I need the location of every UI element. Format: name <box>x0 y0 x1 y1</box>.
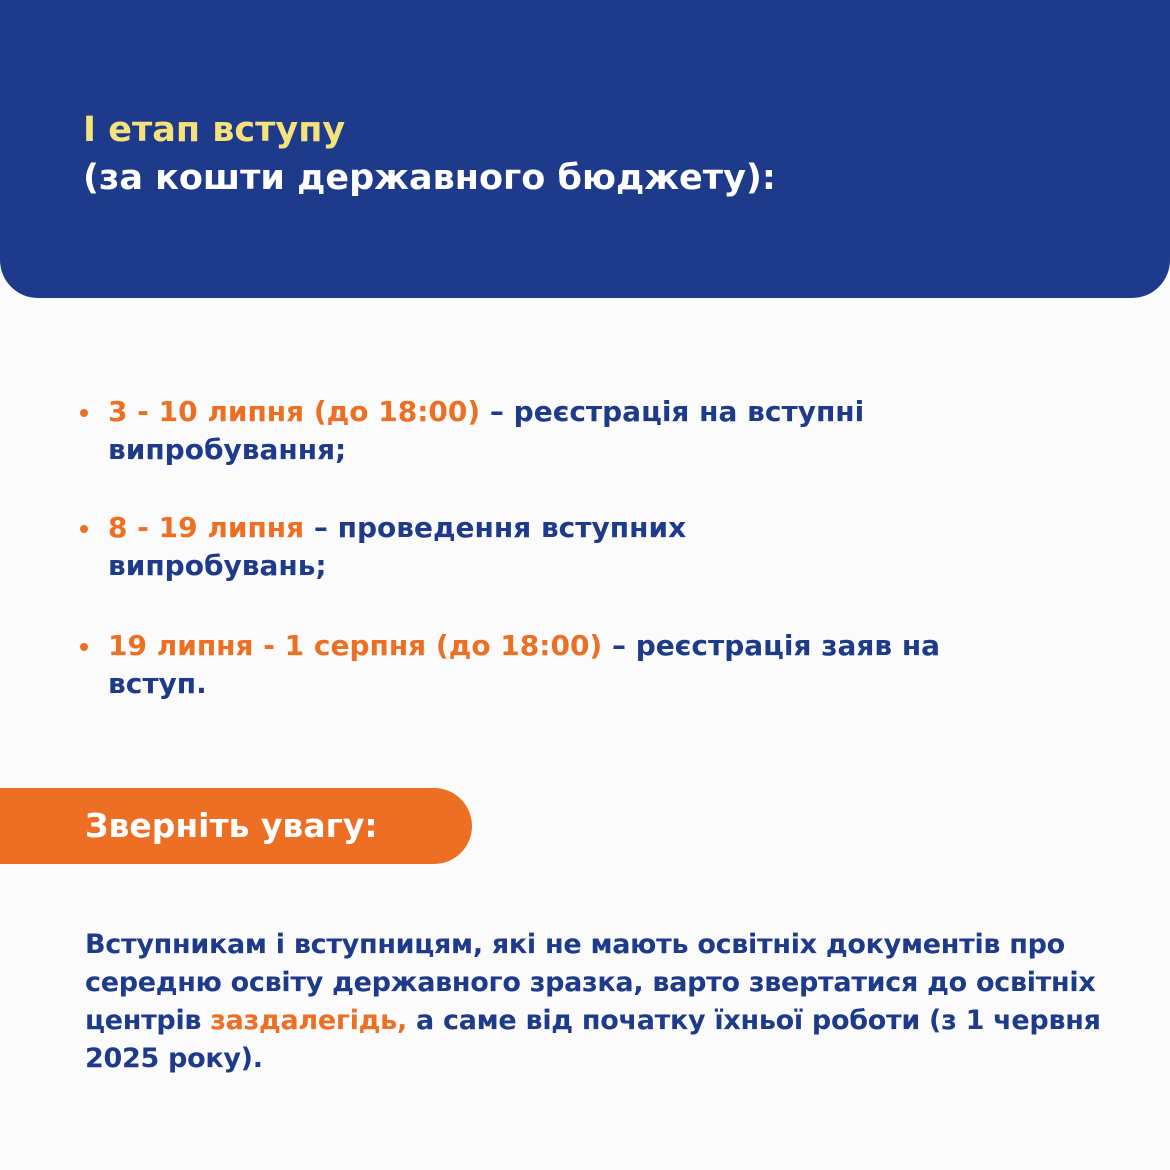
timeline-description: – проведення вступних випробувань; <box>108 511 687 582</box>
notice-text-after: а саме від початку їхньої роботи (з 1 червня 2025 року). <box>85 1005 1101 1074</box>
bullet-icon <box>80 409 88 417</box>
timeline-date: 19 липня - 1 серпня (до 18:00) <box>108 629 603 662</box>
notice-highlight: заздалегідь, <box>210 1005 407 1036</box>
timeline-item-applications <box>108 627 988 703</box>
timeline-item-registration-exams <box>108 393 1008 469</box>
bullet-icon <box>80 525 88 533</box>
notice-paragraph <box>85 926 1135 1078</box>
timeline-description: – реєстрація на вступні випробування; <box>108 395 865 466</box>
stage-subtitle: (за кошти державного бюджету): <box>83 158 776 198</box>
bullet-icon <box>80 643 88 651</box>
notice-title: Зверніть увагу: <box>85 806 378 845</box>
timeline-date: 3 - 10 липня (до 18:00) <box>108 395 481 428</box>
notice-text-before: Вступникам і вступницям, які не мають освітніх документів про середню освіту державного зразка, варто звертатися до освітніх центрів <box>85 929 1096 1036</box>
stage-title: І етап вступу <box>83 110 346 150</box>
timeline-description: – реєстрація заяв на вступ. <box>108 629 941 700</box>
timeline-date: 8 - 19 липня <box>108 511 305 544</box>
timeline-item-exams <box>108 509 808 585</box>
